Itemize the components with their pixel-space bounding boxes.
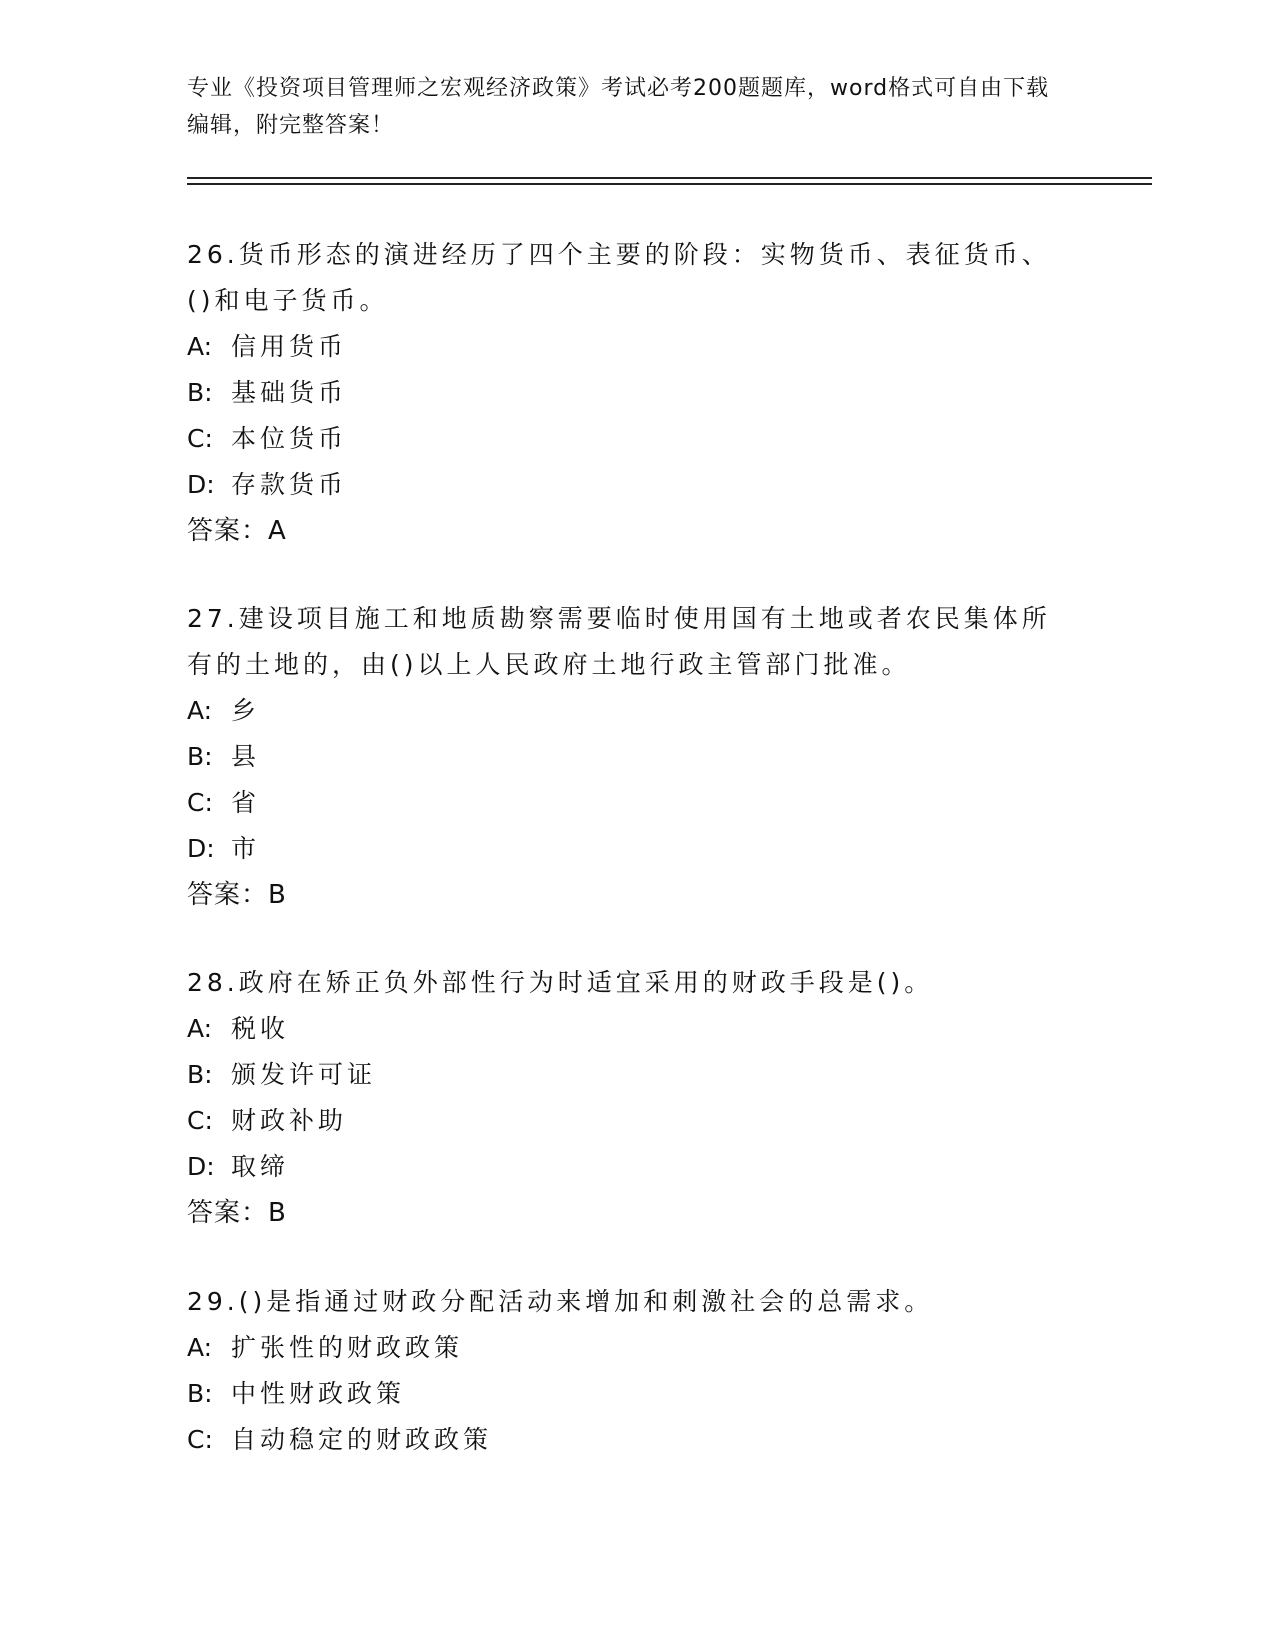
option-text: 取缔 (231, 1152, 290, 1181)
option-letter: A: (187, 1333, 213, 1362)
answer-line: 答案：B (187, 1198, 287, 1228)
option-b (187, 734, 1067, 780)
option-text: 县 (231, 742, 261, 771)
option-letter: B: (187, 378, 213, 407)
option-letter: A: (187, 1014, 213, 1043)
option-letter: B: (187, 742, 213, 771)
answer-line: 答案：A (187, 516, 287, 546)
option-c (187, 1098, 1067, 1144)
option-text: 信用货币 (231, 332, 348, 361)
option-letter: D: (187, 470, 215, 499)
option-letter: C: (187, 424, 213, 453)
option-letter: B: (187, 1379, 213, 1408)
option-text: 中性财政政策 (231, 1379, 406, 1408)
option-d (187, 462, 1067, 508)
option-c (187, 780, 1067, 826)
option-text: 乡 (231, 696, 261, 725)
option-letter: A: (187, 332, 213, 361)
option-a (187, 1006, 1067, 1052)
option-text: 颁发许可证 (231, 1060, 377, 1089)
option-letter: B: (187, 1060, 213, 1089)
answer-line: 答案：B (187, 880, 287, 910)
option-letter: A: (187, 696, 213, 725)
option-text: 财政补助 (231, 1106, 348, 1135)
option-text: 本位货币 (231, 424, 348, 453)
header-divider-top (187, 177, 1152, 179)
option-d (187, 826, 1067, 872)
question-stem: 26.货币形态的演进经历了四个主要的阶段：实物货币、表征货币、()和电子货币。 (187, 240, 1051, 315)
option-a (187, 324, 1067, 370)
option-d (187, 1144, 1067, 1190)
question-stem: 29.()是指通过财政分配活动来增加和刺激社会的总需求。 (187, 1287, 934, 1316)
option-text: 自动稳定的财政政策 (231, 1425, 493, 1454)
document-header: 专业《投资项目管理师之宏观经济政策》考试必考200题题库，word格式可自由下载编辑，附完整答案！ (187, 76, 1050, 138)
option-text: 基础货币 (231, 378, 348, 407)
option-a (187, 688, 1067, 734)
option-b (187, 1371, 1067, 1417)
question-27 (187, 596, 1067, 918)
option-text: 存款货币 (231, 470, 348, 499)
option-b (187, 370, 1067, 416)
option-c (187, 416, 1067, 462)
option-a (187, 1325, 1067, 1371)
option-text: 扩张性的财政政策 (231, 1333, 464, 1362)
option-text: 市 (231, 834, 261, 863)
question-stem: 28.政府在矫正负外部性行为时适宜采用的财政手段是()。 (187, 968, 934, 997)
option-letter: C: (187, 1106, 213, 1135)
option-letter: C: (187, 1425, 213, 1454)
question-28 (187, 960, 1067, 1236)
option-letter: C: (187, 788, 213, 817)
option-b (187, 1052, 1067, 1098)
header-divider-bottom (187, 183, 1152, 185)
option-text: 省 (231, 788, 261, 817)
question-stem: 27.建设项目施工和地质勘察需要临时使用国有土地或者农民集体所有的土地的，由()以上人民政府土地行政主管部门批准。 (187, 604, 1051, 679)
question-29 (187, 1279, 1067, 1463)
question-26 (187, 232, 1067, 554)
option-letter: D: (187, 834, 215, 863)
option-c (187, 1417, 1067, 1463)
option-text: 税收 (231, 1014, 290, 1043)
option-letter: D: (187, 1152, 215, 1181)
